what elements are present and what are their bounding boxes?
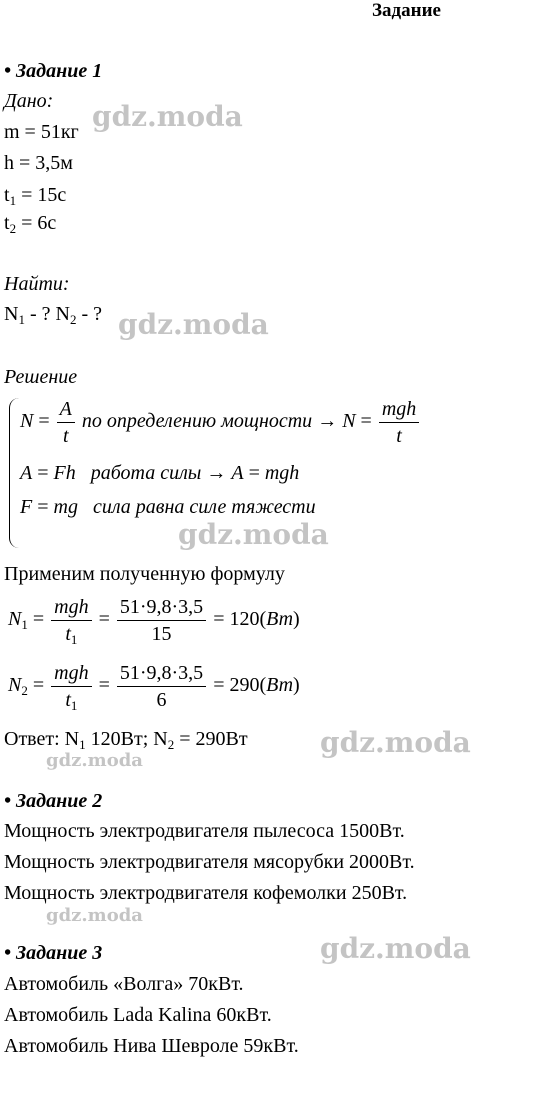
formula-n1: $N_1$ = $\frac{\text{mgh}}{t_1}$ = $\frac{51\cdot 9,8\cdot 3,5}{15}$ = 120(Вт) bbox=[8, 596, 300, 647]
answer: Ответ: $N_1$ 120Вт; $N_2 = 290Вт$ bbox=[4, 728, 248, 752]
watermark: gdz.moda bbox=[92, 100, 243, 133]
system-line-1: N = $\frac{A}{t}$ по определению мощности → N = $\frac{\text{mgh}}{t}$ bbox=[20, 396, 421, 449]
task1-heading: • Задание 1 bbox=[4, 60, 103, 82]
given-label: Дано: bbox=[4, 90, 54, 112]
task2-line-2: Мощность электродвигателя мясорубки 2000Вт. bbox=[4, 851, 415, 873]
given-t2: $t_2 = 6с$ bbox=[4, 212, 57, 236]
apply-text: Применим полученную формулу bbox=[4, 563, 285, 585]
watermark: gdz.moda bbox=[320, 932, 471, 965]
task2-heading: • Задание 2 bbox=[4, 790, 103, 812]
given-mass: m = 51кг bbox=[4, 121, 79, 143]
task3-line-3: Автомобиль Нива Шевроле 59кВт. bbox=[4, 1035, 299, 1057]
task2-line-3: Мощность электродвигателя кофемолки 250Вт. bbox=[4, 882, 408, 904]
watermark: gdz.moda bbox=[118, 308, 269, 341]
find-values: $N_1$ - ? $N_2$ - ? bbox=[4, 303, 102, 327]
find-label: Найти: bbox=[4, 273, 70, 295]
task3-line-2: Автомобиль Lada Kalina 60кВт. bbox=[4, 1004, 272, 1026]
watermark: gdz.moda bbox=[46, 750, 143, 771]
given-t1: $t_1 = 15с$ bbox=[4, 184, 67, 208]
watermark: gdz.moda bbox=[320, 726, 471, 759]
page-title: Задание bbox=[372, 0, 441, 21]
watermark: gdz.moda bbox=[46, 905, 143, 926]
fraction-mgh-over-t: $\frac{\text{mgh}}{t}$ bbox=[379, 396, 419, 449]
task3-heading: • Задание 3 bbox=[4, 942, 103, 964]
formula-n2: $N_2$ = $\frac{\text{mgh}}{t_1}$ = $\frac{51\cdot 9,8\cdot 3,5}{6}$ = 290(Вт) bbox=[8, 662, 300, 713]
system-brace bbox=[9, 398, 20, 548]
task3-line-1: Автомобиль «Волга» 70кВт. bbox=[4, 973, 244, 995]
watermark: gdz.moda bbox=[178, 518, 329, 551]
task2-line-1: Мощность электродвигателя пылесоса 1500Вт. bbox=[4, 820, 405, 842]
system-line-3: F = mg сила равна силе тяжести bbox=[20, 496, 316, 518]
system-line-2: A = Fh работа силы → A = mgh bbox=[20, 462, 300, 484]
fraction-a-over-t: $\frac{A}{t}$ bbox=[57, 396, 75, 449]
given-height: h = 3,5м bbox=[4, 152, 73, 174]
solution-label: Решение bbox=[4, 366, 78, 388]
